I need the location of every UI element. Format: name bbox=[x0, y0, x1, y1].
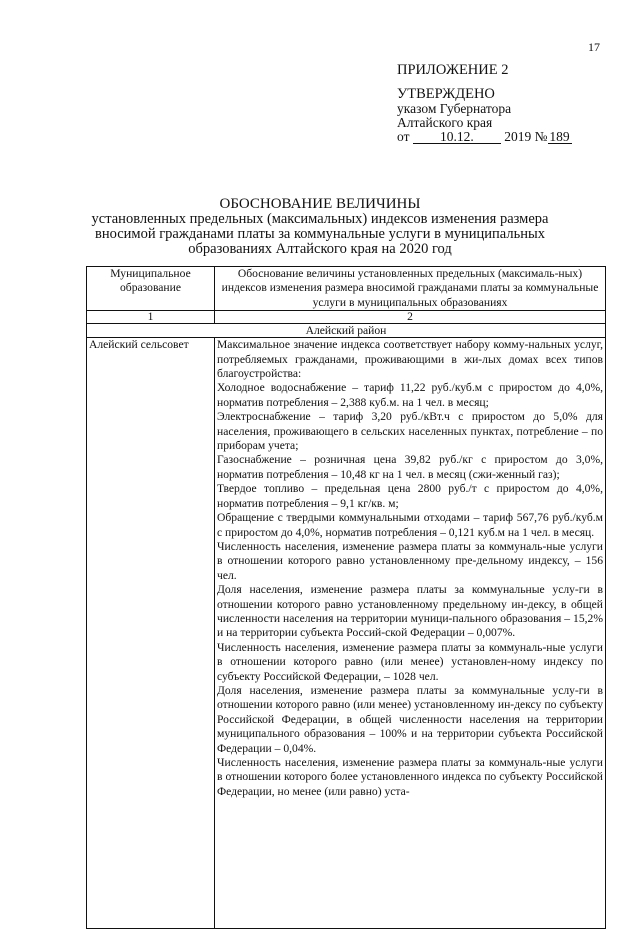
justification-table bbox=[86, 266, 606, 929]
paragraph: Газоснабжение – розничная цена 39,82 руб./кг с приростом до 3,0%, норматив потребления – 10,48 кг на 1 чел. в месяц (сжи-женный газ); bbox=[217, 453, 603, 481]
paragraph: Численность населения, изменение размера платы за коммуналь-ные услуги в отношении которого равно установленному пре-дельному индексу, – 156 чел. bbox=[217, 539, 603, 582]
paragraph: Твердое топливо – предельная цена 2800 руб./т с приростом до 4,0%, норматив потребления – 9,1 кг/кв. м; bbox=[217, 482, 603, 510]
paragraph: Доля населения, изменение размера платы за коммунальные услу-ги в отношении которого равно установленному предельному ин-дексу, в общей численности населения на территории муници-пального образования – 15,2% и на территории субъекта Россий-ской Федерации – 0,007%. bbox=[217, 583, 603, 640]
document-title bbox=[80, 197, 560, 257]
column-number-1: 1 bbox=[87, 311, 215, 324]
decree-number: 189 bbox=[549, 129, 570, 144]
paragraph: Доля населения, изменение размера платы за коммунальные услу-ги в отношении которого равно (или менее) установленному ин-дексу по субъекту Российской Федерации, в общей численности населения на территории муниципального образования – 100% и на территории субъекта Российской Федерации – 0,04%. bbox=[217, 683, 603, 755]
paragraph: Обращение с твердыми коммунальными отходами – тариф 567,76 руб./куб.м с приростом до 4,0%, норматив потребления – 0,121 куб.м на 1 чел. в месяц. bbox=[217, 511, 603, 539]
paragraph: Максимальное значение индекса соответствует набору комму-нальных услуг, потребляемых гражданами, проживающими в жи-лых домах всех типов благоустройства: bbox=[217, 338, 603, 381]
approved-label: УТВЕРЖДЕНО bbox=[397, 86, 495, 102]
table-header-row bbox=[87, 267, 606, 311]
page-number: 17 bbox=[588, 40, 600, 54]
title-line-3: вносимой гражданами платы за коммунальные услуги в муниципальных bbox=[95, 226, 545, 242]
paragraph: Электроснабжение – тариф 3,20 руб./кВт.ч с приростом до 5,0% для населения, проживающего в сельских населенных пунктах, потребление – по приборам учета; bbox=[217, 410, 603, 453]
appendix-label: ПРИЛОЖЕНИЕ 2 bbox=[397, 62, 509, 78]
column-number-row bbox=[87, 311, 606, 324]
title-line-4: образованиях Алтайского края на 2020 год bbox=[188, 241, 452, 257]
paragraph: Холодное водоснабжение – тариф 11,22 руб./куб.м с приростом до 4,0%, норматив потребления – 2,388 куб.м. на 1 чел. в месяц; bbox=[217, 381, 603, 409]
paragraph: Численность населения, изменение размера платы за коммуналь-ные услуги в отношении которого более установленного индекса по субъекту Российской Федерации, но менее (или равно) уста- bbox=[217, 756, 603, 798]
table-row bbox=[87, 338, 606, 929]
decree-year: 2019 № bbox=[504, 129, 548, 144]
paragraph: Численность населения, изменение размера платы за коммуналь-ные услуги в отношении которого равно (или менее) установлен-ному индексу по субъекту Российской Федерации, – 1028 чел. bbox=[217, 640, 603, 683]
column-number-2: 2 bbox=[215, 311, 606, 324]
district-name: Алейский район bbox=[87, 324, 606, 338]
title-line-1: ОБОСНОВАНИЕ ВЕЛИЧИНЫ bbox=[219, 196, 421, 212]
municipality-name: Алейский сельсовет bbox=[87, 338, 215, 929]
decree-date: 10.12. bbox=[413, 130, 501, 144]
header-justification: Обоснование величины установленных предельных (максималь-ных) индексов изменения размера вносимой гражданами платы за коммунальные услуги в муниципальных образованиях bbox=[215, 267, 606, 311]
decree-line-1: указом Губернатора bbox=[397, 101, 512, 116]
district-row bbox=[87, 324, 606, 338]
header-municipality: Муниципальное образование bbox=[87, 267, 215, 311]
title-line-2: установленных предельных (максимальных) индексов изменения размера bbox=[91, 211, 549, 227]
date-prefix: от bbox=[397, 129, 410, 144]
decree-date-line bbox=[397, 129, 572, 145]
justification-text bbox=[215, 338, 606, 929]
decree-line-2: Алтайского края bbox=[397, 115, 493, 130]
